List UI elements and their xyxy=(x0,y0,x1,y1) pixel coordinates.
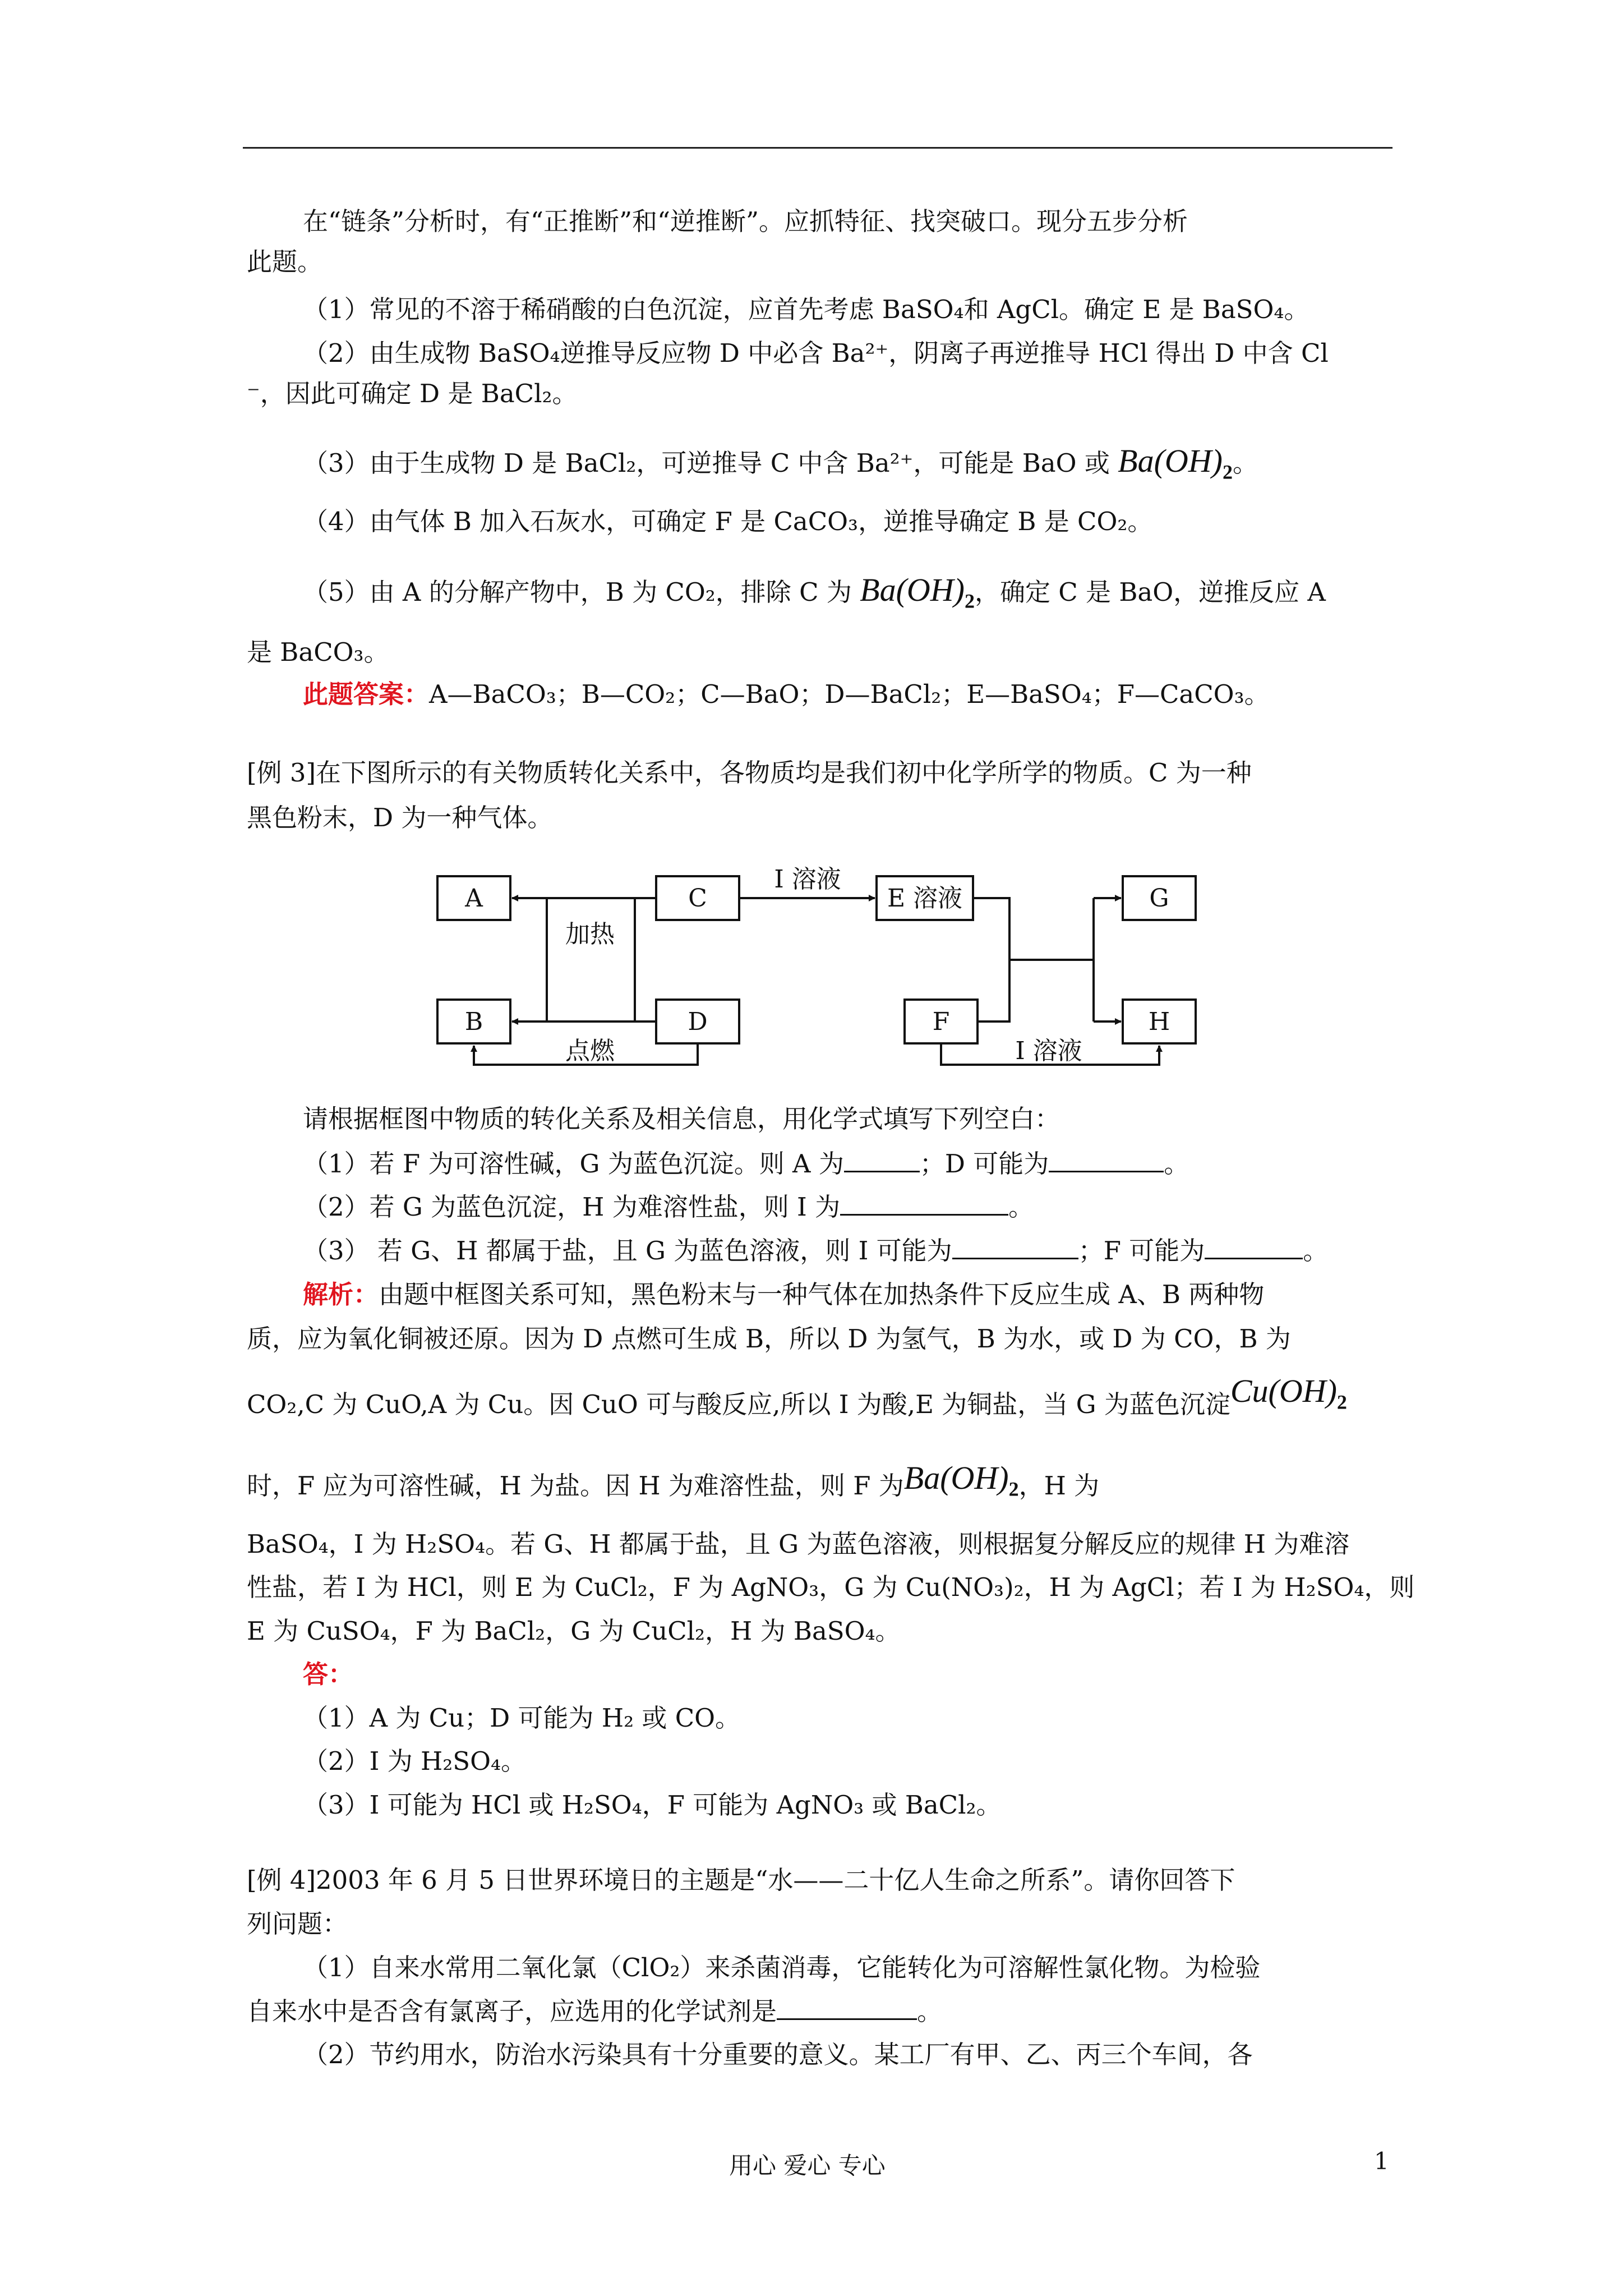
analysis-line-6: 性盐，若 I 为 HCl，则 E 为 CuCl₂，F 为 AgNO₃，G 为 Cu(NO₃)₂，H 为 AgCl；若 I 为 H₂SO₄，则 xyxy=(247,1572,1415,1602)
formula-subscript: 2 xyxy=(1008,1478,1019,1501)
analysis-line-2: 质，应为氧化铜被还原。因为 D 点燃可生成 B，所以 D 为氢气，B 为水，或 D 为 CO，B 为 xyxy=(247,1324,1291,1354)
example3-part-3 xyxy=(303,1234,1328,1268)
label-i-solution-top: I 溶液 xyxy=(774,865,841,894)
step-2b: ⁻，因此可确定 D 是 BaCl₂。 xyxy=(247,379,578,408)
label-d: D xyxy=(688,1007,708,1036)
formula-subscript: 2 xyxy=(964,590,975,613)
analysis-text-1: 由题中框图关系可知，黑色粉末与一种气体在加热条件下反应生成 A、B 两种物 xyxy=(379,1280,1265,1309)
label-h: H xyxy=(1148,1007,1170,1036)
part-3-text-b: ；F 可能为 xyxy=(1078,1236,1205,1266)
step-3 xyxy=(303,444,1258,489)
answer-blank-i[interactable] xyxy=(840,1190,1008,1216)
answer-line xyxy=(303,678,1270,711)
part-1-text-c: 。 xyxy=(1164,1149,1189,1179)
formula-ba-oh-2 xyxy=(1118,443,1233,484)
answer-text: A—BaCO₃；B—CO₂；C—BaO；D—BaCl₂；E—BaSO₄；F—CaCO₃。 xyxy=(429,679,1270,709)
intro-line-2: 此题。 xyxy=(247,247,323,277)
formula-cu-oh-2 xyxy=(1230,1373,1347,1414)
formula-base: Ba(OH) xyxy=(1118,443,1223,479)
header-rule xyxy=(243,147,1393,149)
label-heat: 加热 xyxy=(565,920,615,949)
example4-part-1a: （1）自来水常用二氧化氯（ClO₂）来杀菌消毒，它能转化为可溶解性氯化物。为检验 xyxy=(303,1953,1261,1982)
intro-line-1: 在“链条”分析时，有“正推断”和“逆推断”。应抓特征、找突破口。现分五步分析 xyxy=(303,206,1188,236)
footer-motto: 用心 爱心 专心 xyxy=(729,2152,886,2179)
analysis-text-4a: 时，F 应为可溶性碱，H 为盐。因 H 为难溶性盐，则 F 为 xyxy=(247,1471,904,1501)
part-2-text-a: （2）若 G 为蓝色沉淀，H 为难溶性盐，则 I 为 xyxy=(303,1192,841,1222)
example4-part-2: （2）节约用水，防治水污染具有十分重要的意义。某工厂有甲、乙、丙三个车间，各 xyxy=(303,2040,1253,2069)
part-1-text-a: （1）若 F 为可溶性碱，G 为蓝色沉淀。则 A 为 xyxy=(303,1149,844,1179)
analysis-line-3 xyxy=(247,1373,1347,1430)
example3-instruction: 请根据框图中物质的转化关系及相关信息，用化学式填写下列空白： xyxy=(303,1104,1061,1134)
page-number: 1 xyxy=(1374,2147,1389,2175)
analysis-text-3: CO₂,C 为 CuO,A 为 Cu。因 CuO 可与酸反应,所以 I 为酸,E 为铜盐，当 G 为蓝色沉淀 xyxy=(247,1389,1230,1419)
answer-blank-f[interactable] xyxy=(1205,1234,1303,1259)
conversion-diagram xyxy=(426,853,1211,1083)
analysis-line-1 xyxy=(303,1278,1264,1312)
answer-1: （1）A 为 Cu；D 可能为 H₂ 或 CO。 xyxy=(303,1703,741,1733)
part-1b-end: 。 xyxy=(917,1996,943,2026)
analysis-line-7: E 为 CuSO₄，F 为 BaCl₂，G 为 CuCl₂，H 为 BaSO₄。 xyxy=(247,1616,901,1646)
label-g: G xyxy=(1149,884,1169,913)
step-5b: 是 BaCO₃。 xyxy=(247,637,389,667)
formula-end: 。 xyxy=(1232,448,1258,478)
part-1-text-b: ；D 可能为 xyxy=(919,1149,1049,1179)
formula-subscript: 2 xyxy=(1336,1391,1347,1414)
example4-question-2: 列问题： xyxy=(247,1909,348,1939)
step-1: （1）常见的不溶于稀硝酸的白色沉淀，应首先考虑 BaSO₄和 AgCl。确定 E 是 BaSO₄。 xyxy=(303,295,1310,324)
label-b: B xyxy=(464,1007,483,1036)
label-a: A xyxy=(465,884,483,913)
answer-blank-reagent[interactable] xyxy=(777,1995,917,2020)
label-c: C xyxy=(688,884,707,913)
step-5-tail: ，确定 C 是 BaO，逆推反应 A xyxy=(974,577,1326,607)
answer-heading: 答： xyxy=(303,1659,354,1689)
step-3-text: （3）由于生成物 D 是 BaCl₂，可逆推导 C 中含 Ba²⁺，可能是 BaO 或 xyxy=(303,448,1110,478)
answer-blank-d[interactable] xyxy=(1049,1147,1164,1172)
answer-blank-i2[interactable] xyxy=(952,1234,1078,1259)
example3-part-1 xyxy=(303,1147,1189,1181)
part-1b-text: 自来水中是否含有氯离子，应选用的化学试剂是 xyxy=(247,1996,777,2026)
part-3-text-a: （3） 若 G、H 都属于盐，且 G 为蓝色溶液，则 I 可能为 xyxy=(303,1236,952,1266)
example3-question-1: [例 3]在下图所示的有关物质转化关系中，各物质均是我们初中化学所学的物质。C 为一种 xyxy=(247,758,1252,788)
formula-ba-oh-2 xyxy=(903,1460,1019,1501)
label-e: E 溶液 xyxy=(887,884,963,913)
part-3-text-c: 。 xyxy=(1303,1236,1329,1266)
example4-part-1b xyxy=(247,1995,942,2028)
label-ignite: 点燃 xyxy=(565,1037,615,1065)
step-4: （4）由气体 B 加入石灰水，可确定 F 是 CaCO₃，逆推导确定 B 是 CO₂。 xyxy=(303,507,1153,536)
analysis-line-5: BaSO₄，I 为 H₂SO₄。若 G、H 都属于盐，且 G 为蓝色溶液，则根据复分解反应的规律 H 为难溶 xyxy=(247,1529,1350,1559)
step-2a: （2）由生成物 BaSO₄逆推导反应物 D 中必含 Ba²⁺，阴离子再逆推导 HCl 得出 D 中含 Cl xyxy=(303,338,1329,368)
formula-subscript: 2 xyxy=(1222,461,1233,484)
analysis-text-4b: ，H 为 xyxy=(1018,1471,1100,1501)
formula-base: Ba(OH) xyxy=(860,572,965,608)
step-5-text: （5）由 A 的分解产物中，B 为 CO₂，排除 C 为 xyxy=(303,577,852,607)
analysis-line-4 xyxy=(247,1460,1100,1512)
answer-blank-a[interactable] xyxy=(844,1147,920,1172)
answer-label: 此题答案： xyxy=(303,679,430,709)
step-5a xyxy=(303,573,1326,618)
label-f: F xyxy=(932,1007,950,1036)
answer-2: （2）I 为 H₂SO₄。 xyxy=(303,1746,527,1776)
example4-question-1: [例 4]2003 年 6 月 5 日世界环境日的主题是“水——二十亿人生命之所系”。请你回答下 xyxy=(247,1865,1235,1895)
formula-base: Ba(OH) xyxy=(903,1460,1009,1496)
example3-part-2 xyxy=(303,1190,1034,1224)
part-2-text-b: 。 xyxy=(1008,1192,1034,1222)
formula-base: Cu(OH) xyxy=(1230,1373,1337,1409)
answer-3: （3）I 可能为 HCl 或 H₂SO₄，F 可能为 AgNO₃ 或 BaCl₂。 xyxy=(303,1790,1002,1820)
label-i-solution-bottom: I 溶液 xyxy=(1015,1037,1082,1065)
analysis-label: 解析： xyxy=(303,1280,379,1309)
formula-ba-oh-2 xyxy=(860,572,975,613)
example3-question-2: 黑色粉末，D 为一种气体。 xyxy=(247,803,553,832)
